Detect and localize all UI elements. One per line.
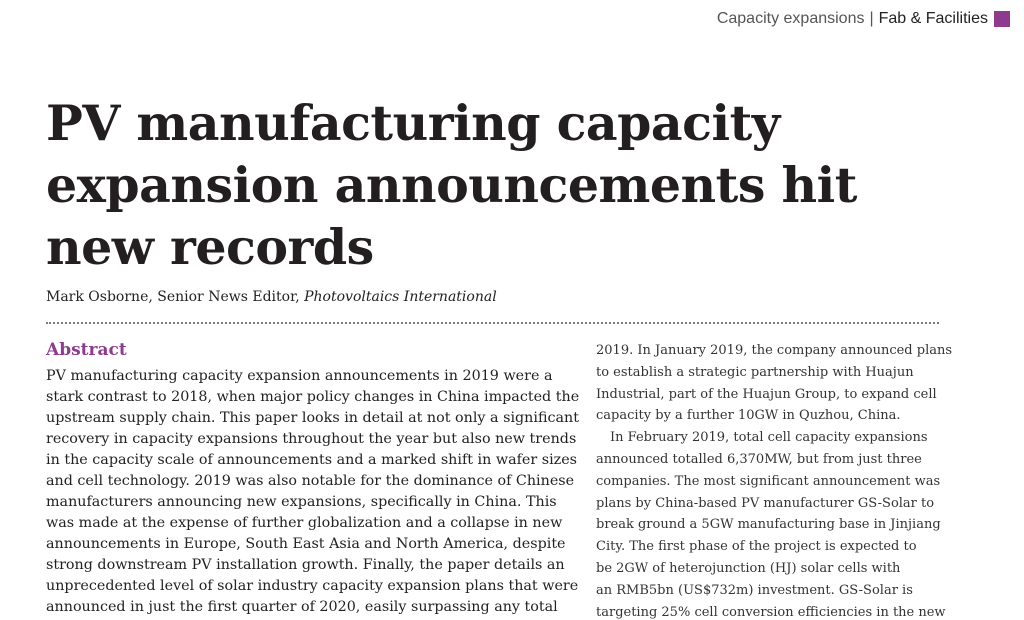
abstract-line: in the capacity scale of announcements and a marked shift in wafer sizes [46, 452, 577, 468]
abstract-line: strong downstream PV installation growth. Finally, the paper details an [46, 557, 565, 573]
section-marker-square [994, 11, 1010, 27]
abstract-line: manufacturers announcing new expansions, specifically in China. This [46, 494, 557, 510]
abstract-line: unprecedented level of solar industry capacity expansion plans that were [46, 578, 579, 594]
abstract-line: and cell technology. 2019 was also notable for the dominance of Chinese [46, 473, 575, 489]
body-text-column [596, 340, 953, 620]
abstract-line: was made at the expense of further globalization and a collapse in new [46, 515, 563, 531]
body-line: an RMB5bn (US$732m) investment. GS-Solar is [596, 582, 913, 598]
abstract-body [46, 366, 580, 618]
abstract-line: announcements in Europe, South East Asia and North America, despite [46, 536, 566, 552]
abstract-heading: Abstract [46, 340, 127, 360]
body-line: plans by China-based PV manufacturer GS-Solar to [596, 495, 935, 511]
body-line: be 2GW of heterojunction (HJ) solar cells with [596, 560, 901, 576]
body-line: companies. The most significant announcement was [596, 473, 941, 489]
publication-name: Photovoltaics International [304, 289, 497, 305]
body-line: targeting 25% cell conversion efficiencies in the new [596, 604, 946, 620]
abstract-line: announced in just the first quarter of 2020, easily surpassing any total [46, 599, 558, 615]
body-line: City. The first phase of the project is expected to [596, 539, 917, 555]
abstract-line: stark contrast to 2018, when major policy changes in China impacted the [46, 389, 580, 405]
byline [46, 289, 497, 305]
abstract-line: upstream supply chain. This paper looks in detail at not only a significant [46, 410, 579, 426]
section-header [717, 9, 1010, 29]
body-line: to establish a strategic partnership with Huajun [596, 364, 914, 380]
body-line: Industrial, part of the Huajun Group, to expand cell [596, 386, 937, 402]
author-name: Mark Osborne, Senior News Editor, [46, 289, 305, 305]
header-separator: | [869, 10, 874, 27]
category-label: Fab & Facilities [878, 10, 988, 27]
body-line: break ground a 5GW manufacturing base in Jinjiang [596, 517, 941, 533]
article-title: PV manufacturing capacity expansion announcements hit new records [46, 94, 857, 276]
body-line: 2019. In January 2019, the company announced plans [596, 343, 953, 358]
dotted-divider [46, 322, 939, 324]
section-label: Capacity expansions [716, 10, 865, 27]
abstract-line: recovery in capacity expansions throughout the year but also new trends [46, 431, 577, 447]
body-line: announced totalled 6,370MW, but from just three [596, 451, 922, 467]
body-line: In February 2019, total cell capacity expansions [610, 430, 928, 446]
abstract-line: PV manufacturing capacity expansion announcements in 2019 were a [46, 368, 553, 384]
body-line: capacity by a further 10GW in Quzhou, China. [596, 408, 901, 424]
